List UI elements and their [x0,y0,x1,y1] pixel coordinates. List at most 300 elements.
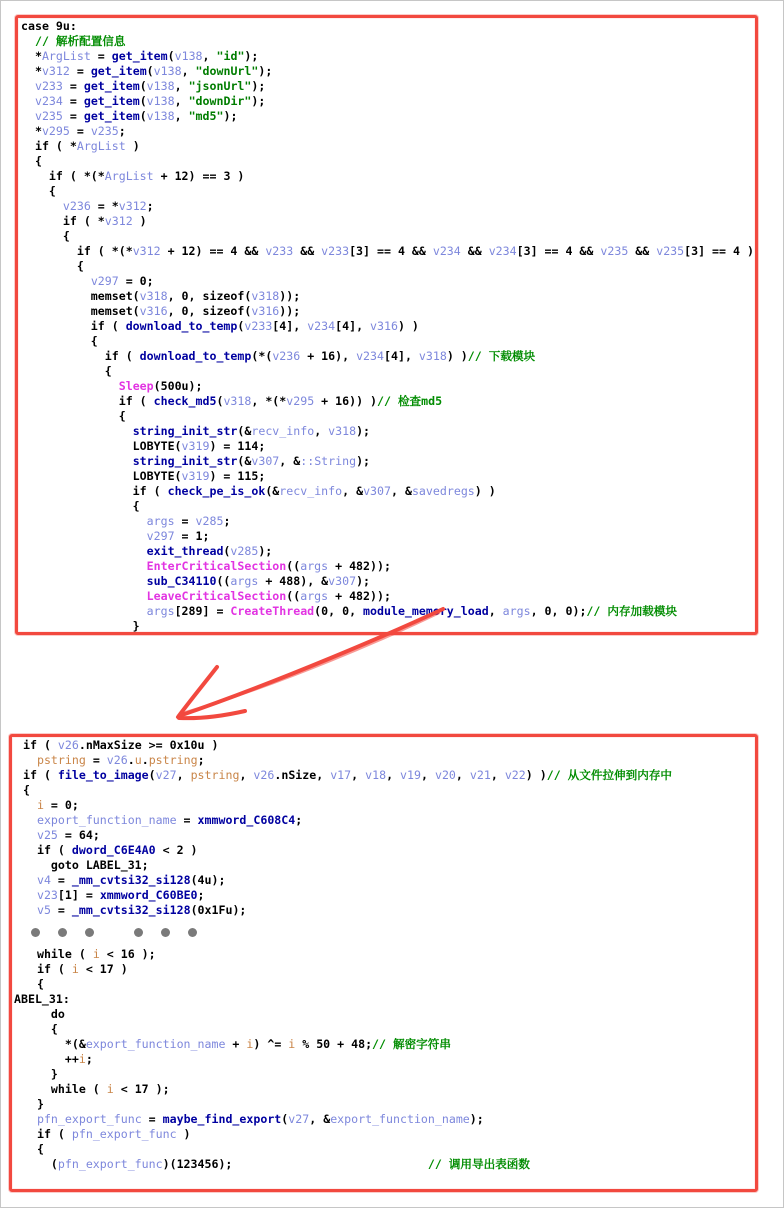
code-token: v307 [251,454,280,468]
code-token: memset( [21,304,140,318]
code-token: _mm_cvtsi32_si128 [71,903,191,917]
code-line [23,1037,755,1052]
code-token: args [502,604,531,618]
code-line [23,962,755,977]
code-token: , 0, sizeof( [167,304,252,318]
code-token: v318 [223,394,252,408]
code-token: (4u); [190,873,226,887]
code-token: v285 [195,514,224,528]
code-token: check_md5 [153,394,217,408]
code-token: % 50 + 48; [295,1037,373,1051]
code-token: < 16 ); [99,947,156,961]
code-token: ( [146,64,154,78]
code-token: v234 [432,244,461,258]
code-line [21,94,755,109]
code-token: ; [223,514,231,528]
code-token: = [176,813,198,827]
code-line [21,259,755,274]
code-token: v234 [307,319,336,333]
code-token: )); [279,289,301,303]
code-token: v297 [90,274,119,288]
code-token: exit_thread [146,544,224,558]
code-token: ); [356,454,371,468]
code-token: , 0, 0); [530,604,587,618]
code-token: ) [132,214,147,228]
code-token: ( [139,79,147,93]
code-token [23,813,37,827]
code-token: ( [148,768,156,782]
code-line [21,499,755,514]
code-token: v318 [251,289,280,303]
code-token [21,574,147,588]
code-token: get_item [111,49,168,63]
code-token: v295 [286,394,315,408]
code-token [21,274,91,288]
code-token: + 12) == 4 && [160,244,266,258]
code-token: + 482)); [328,589,391,603]
code-token: (0, 0, [314,604,364,618]
code-token: , [176,768,191,782]
ellipsis-dot [134,928,143,937]
code-token: + 482)); [328,559,391,573]
code-token: v233 [244,319,273,333]
code-token: pfn_export_func [57,1157,163,1171]
code-token: i [78,1052,86,1066]
code-token: , [202,49,217,63]
code-token: (( [286,589,301,603]
code-line [23,1127,755,1142]
code-line [21,469,755,484]
pseudocode-top [18,18,755,634]
code-line [21,49,755,64]
code-token: [3] == 4 && [349,244,433,258]
code-line [21,139,755,154]
code-token: ( [139,109,147,123]
code-token: [4], [335,319,371,333]
code-token: , 0, sizeof( [167,289,252,303]
code-token: args [300,559,329,573]
code-line [23,1052,755,1067]
code-token: file_to_image [57,768,149,782]
code-token: v285 [230,544,259,558]
code-token [23,873,37,887]
code-token: (( [286,559,301,573]
code-token: < 2 ) [155,843,198,857]
code-token: , [314,424,329,438]
code-token: , [490,768,505,782]
code-token: case 9u: [21,19,77,33]
annotation-box-top [15,15,758,635]
code-token: ( [167,49,175,63]
code-token: { [23,1142,44,1156]
code-token [232,1157,427,1171]
code-comment: // 调用导出表函数 [427,1157,530,1171]
code-token: [4], [384,349,419,363]
code-token: v235 [656,244,685,258]
code-token: ); [251,94,266,108]
code-token: memset( [21,289,140,303]
code-token: v312 [104,214,133,228]
code-token: ); [223,109,238,123]
annotation-box-bottom [9,734,758,1192]
code-token: = [90,49,112,63]
code-token: Sleep [118,379,154,393]
code-token: check_pe_is_ok [167,484,266,498]
code-token: ); [244,49,259,63]
code-token: download_to_temp [125,319,238,333]
code-line [21,544,755,559]
code-line [21,334,755,349]
code-token: v138 [146,79,175,93]
code-token: i [36,798,44,812]
code-token: maybe_find_export [162,1112,282,1126]
code-line [21,229,755,244]
code-token: } [23,1067,58,1081]
code-token: if ( * [21,139,77,153]
code-token: = 0; [43,798,79,812]
code-token: v312 [41,64,70,78]
code-token: [1] = [57,888,100,902]
code-line [21,409,755,424]
code-token: ); [258,544,273,558]
code-token: , [455,768,470,782]
code-token: i [106,1082,114,1096]
code-token: if ( [21,349,140,363]
code-token [21,379,119,393]
code-token: ArgList [104,169,154,183]
code-token: v316 [139,304,168,318]
ellipsis-dot [58,928,67,937]
code-token: v23 [36,888,58,902]
code-token: )(123456); [162,1157,233,1171]
code-token: , [421,768,435,782]
code-token: v233 [321,244,350,258]
code-token: i [71,962,79,976]
code-token: ) [125,139,140,153]
code-token: , [239,768,254,782]
code-line [21,574,755,589]
code-token: args [300,589,329,603]
code-token [23,828,37,842]
code-token: = [69,64,91,78]
code-token: * [21,124,42,138]
code-token [21,79,35,93]
code-token: v319 [181,469,210,483]
code-line [21,619,755,634]
code-comment: // 从文件拉伸到内存中 [546,768,673,782]
omission-dots [23,918,755,947]
code-token: if ( [21,319,126,333]
code-token: , [351,768,366,782]
code-token: v234 [356,349,384,363]
code-token: xmmword_C608C4 [197,813,296,827]
code-token: + 12) == 3 ) [153,169,245,183]
code-token: v138 [146,109,175,123]
code-token: v138 [153,64,182,78]
code-token: . [127,753,135,767]
code-token: ; [197,888,205,902]
code-token: ; [146,199,154,213]
code-line [21,19,755,34]
code-line [23,798,755,813]
code-token [23,798,37,812]
code-token: = [85,753,107,767]
code-token: { [23,1022,58,1036]
code-token: v318 [418,349,447,363]
code-line [23,738,755,753]
code-line [21,439,755,454]
code-token: && [460,244,489,258]
code-token [21,544,147,558]
code-token: v138 [146,94,175,108]
code-token [23,888,37,902]
code-token: v26 [57,738,79,752]
code-token [21,199,63,213]
code-token: *(& [23,1037,86,1051]
code-token: ( [216,394,224,408]
code-token: . [141,753,149,767]
code-line [23,1082,755,1097]
code-token: = [50,873,72,887]
code-line [23,903,755,918]
code-line [21,604,755,619]
code-token: pfn_export_func [36,1112,142,1126]
code-line [21,394,755,409]
code-token: if ( *(* [21,244,133,258]
code-token: pstring [148,753,198,767]
code-token: recv_info [251,424,315,438]
code-token: < 17 ) [78,962,128,976]
code-line [21,424,755,439]
code-token: , & [342,484,364,498]
code-token: i [92,947,100,961]
code-token: export_function_name [85,1037,226,1051]
code-token: (& [265,484,280,498]
code-token: string_init_str [132,424,238,438]
code-token: , [174,109,189,123]
code-line [21,454,755,469]
code-token: i [246,1037,254,1051]
code-token: ) ^= [253,1037,289,1051]
code-token: , [488,604,503,618]
code-token: ) [176,1127,191,1141]
ellipsis-dot [188,928,197,937]
code-line [21,184,755,199]
code-token: if ( *(* [21,169,105,183]
code-line [21,34,755,49]
code-token: module_memory_load [363,604,489,618]
code-token: v318 [139,289,168,303]
code-token: { [21,334,98,348]
code-token: + 488), & [258,574,329,588]
code-token: ) ) [446,349,468,363]
code-token: if ( [23,738,58,752]
code-token: v236 [62,199,91,213]
code-token: v236 [272,349,301,363]
code-token: v235 [600,244,629,258]
code-token: v25 [36,828,58,842]
code-token: goto LABEL_31; [23,858,149,872]
code-token: v316 [370,319,398,333]
dot-group [31,928,112,937]
code-token: v307 [363,484,391,498]
code-token: v5 [36,903,51,917]
code-token: i [288,1037,296,1051]
code-line [21,349,755,364]
code-token: [289] = [174,604,231,618]
code-token: v20 [434,768,456,782]
code-line [23,1157,755,1172]
code-token: if ( [23,1127,72,1141]
code-token: { [21,409,126,423]
code-token [23,1112,37,1126]
code-token: string_init_str [132,454,238,468]
code-token: + 16)) ) [314,394,378,408]
code-line [23,1067,755,1082]
code-token: ArgList [41,49,91,63]
code-token: "id" [216,49,245,63]
code-token: = [141,1112,163,1126]
code-token: if ( [23,962,72,976]
code-token [21,529,147,543]
code-token [21,454,133,468]
code-token: , & [279,454,301,468]
code-token: while ( [23,1082,107,1096]
code-token [21,589,147,603]
code-token: ; [85,1052,93,1066]
code-token: ; [295,813,303,827]
code-token: , [174,94,189,108]
code-token: , [181,64,196,78]
code-token: get_item [90,64,147,78]
code-line [21,289,755,304]
code-comment: // 下载模块 [467,349,536,363]
code-token: + 16), [300,349,357,363]
code-token: sub_C34110 [146,574,217,588]
code-token: { [21,364,112,378]
code-token: export_function_name [36,813,177,827]
pseudocode-bottom [12,737,755,1172]
code-token: ) = 115; [209,469,266,483]
code-token: (*( [251,349,273,363]
code-token: v307 [328,574,357,588]
code-token: v26 [106,753,128,767]
code-line [23,888,755,903]
code-token: recv_info [279,484,343,498]
code-token: if ( [21,484,168,498]
code-token: ); [469,1112,484,1126]
code-token: { [21,259,84,273]
code-token: CreateThread [230,604,315,618]
code-token [23,753,37,767]
code-token: ); [251,79,266,93]
code-comment: // 内存加载模块 [586,604,677,618]
code-token: , & [309,1112,331,1126]
code-token: args [230,574,259,588]
code-line [23,753,755,768]
code-line [21,199,755,214]
code-token: v18 [365,768,387,782]
code-token: ); [356,574,371,588]
code-token: "downUrl" [195,64,259,78]
code-token: + [225,1037,247,1051]
code-token: v318 [328,424,357,438]
code-line [21,124,755,139]
code-token: v316 [251,304,280,318]
code-token: v312 [118,199,147,213]
code-line [23,828,755,843]
code-token: args [146,514,175,528]
code-token: if ( * [21,214,105,228]
code-token: = [50,903,72,917]
code-token: v233 [265,244,294,258]
code-token: LOBYTE( [21,439,182,453]
code-line [21,589,755,604]
code-line [21,109,755,124]
code-token: args [146,604,175,618]
code-token: * [21,49,42,63]
code-token: && [628,244,657,258]
code-token: LOBYTE( [21,469,182,483]
code-token: if ( [23,768,58,782]
code-line [23,1007,755,1022]
code-line [21,169,755,184]
code-token [21,109,35,123]
code-line [23,1142,755,1157]
code-token: } [21,619,140,633]
ellipsis-dot [85,928,94,937]
code-token: { [23,977,44,991]
code-token: pstring [190,768,240,782]
code-token: "downDir" [188,94,252,108]
code-token: pstring [36,753,86,767]
code-line [23,1112,755,1127]
code-token: (500u); [153,379,203,393]
code-token: { [21,499,140,513]
code-line [21,214,755,229]
code-token: v295 [41,124,70,138]
code-line [21,79,755,94]
code-token: = [69,124,91,138]
code-token: v27 [155,768,177,782]
code-token: < 17 ); [113,1082,170,1096]
code-token: , [386,768,401,782]
code-line [23,783,755,798]
code-token: get_item [83,94,140,108]
code-token: ::String [300,454,357,468]
code-token: { [23,783,30,797]
code-token [21,559,147,573]
code-token: xmmword_C60BE0 [99,888,198,902]
code-token [21,604,147,618]
code-line [21,559,755,574]
code-token: LeaveCriticalSection [146,589,287,603]
code-token: v19 [400,768,421,782]
code-token: v235 [90,124,119,138]
code-token: ); [258,64,273,78]
code-token: v22 [504,768,526,782]
code-token: , & [391,484,412,498]
code-line [21,274,755,289]
code-line [23,813,755,828]
code-token: _mm_cvtsi32_si128 [71,873,191,887]
code-token [21,514,147,528]
code-token: [3] == 4 ) [684,244,754,258]
ellipsis-dot [31,928,40,937]
code-token: "jsonUrl" [188,79,252,93]
code-token: = 1; [174,529,210,543]
code-token: ( [281,1112,289,1126]
